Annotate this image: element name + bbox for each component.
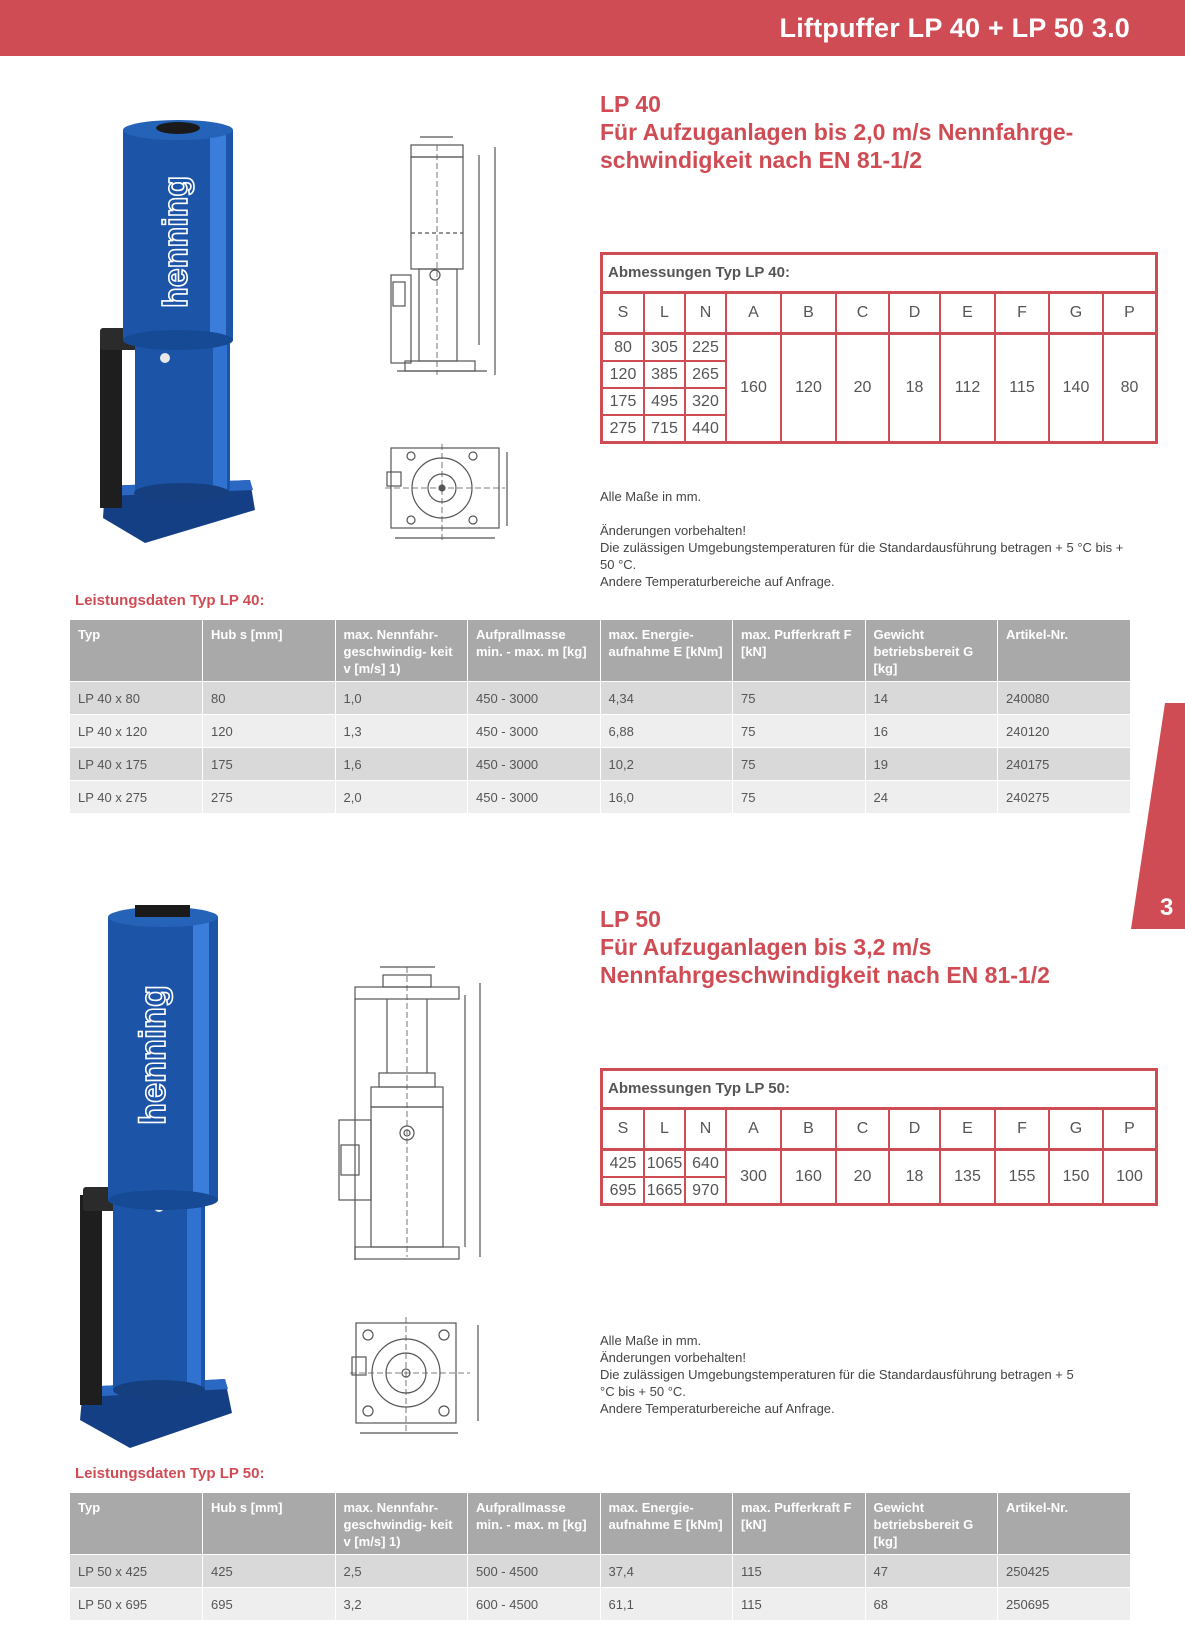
col-header: Aufprallmasse min. - max. m [kg]: [468, 620, 601, 682]
cell-article: 250425: [998, 1555, 1131, 1588]
lp40-dimensions-caption: Abmessungen Typ LP 40:: [603, 255, 1155, 294]
cell-article: 240080: [998, 682, 1131, 715]
cell-e: 135: [940, 1150, 995, 1204]
col-header: max. Energie- aufnahme E [kNm]: [600, 1493, 733, 1555]
lp40-dimensions-header-row: [603, 294, 1155, 334]
cell-article: 240175: [998, 748, 1131, 781]
note-other-temperatures: Andere Temperaturbereiche auf Anfrage.: [600, 574, 835, 589]
cell-energy: 10,2: [600, 748, 733, 781]
col-header: Hub s [mm]: [203, 1493, 336, 1555]
cell-n: 265: [685, 361, 726, 388]
cell-e: 112: [940, 334, 995, 442]
lp40-dimensions-table: [600, 252, 1158, 444]
col-header: Artikel-Nr.: [998, 620, 1131, 682]
cell-speed: 2,0: [335, 781, 468, 814]
lp40-notes: [600, 488, 1140, 590]
cell-weight: 14: [865, 682, 998, 715]
table-header-row: [70, 1493, 1130, 1555]
lp50-dimensions-header-row: [603, 1110, 1155, 1150]
col-header: A: [726, 1110, 781, 1150]
col-header: N: [685, 1110, 726, 1150]
cell-speed: 3,2: [335, 1588, 468, 1621]
col-header: B: [781, 1110, 836, 1150]
note-temperature: Die zulässigen Umgebungstemperaturen für die Standardausführung betragen + 5 °C bis + 50 °C.: [600, 1367, 1074, 1399]
lp50-dimensions-table: [600, 1068, 1158, 1206]
table-row: [70, 715, 1130, 748]
col-header: max. Nennfahr- geschwindig- keit v [m/s] 1): [335, 620, 468, 682]
col-header: Artikel-Nr.: [998, 1493, 1131, 1555]
cell-hub: 275: [203, 781, 336, 814]
brand-label: henning: [157, 175, 195, 308]
cell-s: 425: [603, 1150, 644, 1178]
col-header: Typ: [70, 1493, 203, 1555]
lp50-title: [600, 905, 1050, 989]
cell-l: 385: [644, 361, 685, 388]
cell-l: 1665: [644, 1177, 685, 1203]
cell-d: 18: [889, 1150, 940, 1204]
table-row: [70, 682, 1130, 715]
table-row: [603, 1150, 1155, 1178]
cell-mass: 600 - 4500: [468, 1588, 601, 1621]
col-header: Typ: [70, 620, 203, 682]
col-header: D: [889, 294, 940, 334]
cell-speed: 1,0: [335, 682, 468, 715]
lp50-performance-table: [70, 1493, 1130, 1620]
cell-typ: LP 40 x 80: [70, 682, 203, 715]
cell-typ: LP 40 x 275: [70, 781, 203, 814]
cell-l: 495: [644, 388, 685, 415]
note-other-temperatures: Andere Temperaturbereiche auf Anfrage.: [600, 1401, 835, 1416]
cell-typ: LP 50 x 425: [70, 1555, 203, 1588]
lp50-top-drawing: [350, 1315, 490, 1440]
cell-s: 175: [603, 388, 644, 415]
cell-n: 640: [685, 1150, 726, 1178]
cell-mass: 450 - 3000: [468, 781, 601, 814]
lp40-title: [600, 90, 1073, 174]
cell-a: 160: [726, 334, 781, 442]
cell-weight: 68: [865, 1588, 998, 1621]
cell-energy: 6,88: [600, 715, 733, 748]
lp50-dimensions-caption: Abmessungen Typ LP 50:: [603, 1071, 1155, 1110]
cell-weight: 19: [865, 748, 998, 781]
col-header: F: [995, 1110, 1049, 1150]
cell-n: 225: [685, 334, 726, 362]
table-row: [70, 781, 1130, 814]
table-row: [603, 334, 1155, 362]
chapter-tab: [1131, 703, 1185, 929]
lp50-notes: [600, 1332, 1090, 1417]
table-header-row: [70, 620, 1130, 682]
cell-g: 140: [1049, 334, 1103, 442]
lp50-performance-label: Leistungsdaten Typ LP 50:: [75, 1465, 265, 1482]
cell-mass: 500 - 4500: [468, 1555, 601, 1588]
lp40-title-line2: Für Aufzuganlagen bis 2,0 m/s Nennfahrge-: [600, 119, 1074, 145]
lp50-side-drawing: [335, 965, 500, 1260]
cell-force: 75: [733, 781, 866, 814]
brand-label: henning: [132, 985, 173, 1125]
cell-force: 115: [733, 1555, 866, 1588]
table-row: [70, 1555, 1130, 1588]
cell-n: 440: [685, 415, 726, 441]
table-row: [70, 1588, 1130, 1621]
cell-n: 320: [685, 388, 726, 415]
cell-article: 250695: [998, 1588, 1131, 1621]
col-header: L: [644, 1110, 685, 1150]
cell-force: 75: [733, 748, 866, 781]
note-changes: Änderungen vorbehalten!: [600, 523, 747, 538]
cell-force: 75: [733, 682, 866, 715]
cell-force: 75: [733, 715, 866, 748]
cell-mass: 450 - 3000: [468, 682, 601, 715]
lp40-side-drawing: [375, 135, 515, 395]
chapter-number: 3: [1160, 894, 1174, 921]
col-header: G: [1049, 1110, 1103, 1150]
cell-hub: 120: [203, 715, 336, 748]
col-header: E: [940, 294, 995, 334]
cell-mass: 450 - 3000: [468, 748, 601, 781]
cell-b: 160: [781, 1150, 836, 1204]
cell-f: 115: [995, 334, 1049, 442]
cell-weight: 16: [865, 715, 998, 748]
lp50-title-line1: LP 50: [600, 906, 661, 932]
lp40-title-line3: schwindigkeit nach EN 81-1/2: [600, 147, 923, 173]
col-header: N: [685, 294, 726, 334]
cell-s: 275: [603, 415, 644, 441]
cell-s: 695: [603, 1177, 644, 1203]
col-header: Gewicht betriebsbereit G [kg]: [865, 1493, 998, 1555]
col-header: max. Pufferkraft F [kN]: [733, 620, 866, 682]
col-header: L: [644, 294, 685, 334]
col-header: S: [603, 1110, 644, 1150]
col-header: max. Energie- aufnahme E [kNm]: [600, 620, 733, 682]
col-header: Aufprallmasse min. - max. m [kg]: [468, 1493, 601, 1555]
cell-typ: LP 50 x 695: [70, 1588, 203, 1621]
col-header: Gewicht betriebsbereit G [kg]: [865, 620, 998, 682]
cell-force: 115: [733, 1588, 866, 1621]
note-changes: Änderungen vorbehalten!: [600, 1350, 747, 1365]
col-header: P: [1103, 1110, 1155, 1150]
cell-weight: 24: [865, 781, 998, 814]
lp40-product-photo: [75, 118, 275, 548]
note-temperature: Die zulässigen Umgebungstemperaturen für die Standardausführung betragen + 5 °C bis + 50 °C.: [600, 540, 1124, 572]
cell-energy: 16,0: [600, 781, 733, 814]
cell-b: 120: [781, 334, 836, 442]
cell-g: 150: [1049, 1150, 1103, 1204]
cell-mass: 450 - 3000: [468, 715, 601, 748]
page-title: Liftpuffer LP 40 + LP 50 3.0: [779, 13, 1130, 43]
cell-p: 80: [1120, 379, 1139, 396]
cell-article: 240120: [998, 715, 1131, 748]
cell-speed: 1,6: [335, 748, 468, 781]
lp50-title-line3: Nennfahrgeschwindigkeit nach EN 81-1/2: [600, 962, 1050, 988]
note-units: Alle Maße in mm.: [600, 1333, 702, 1348]
cell-l: 715: [644, 415, 685, 441]
col-header: G: [1049, 294, 1103, 334]
cell-c: 20: [836, 334, 889, 442]
cell-d: 18: [889, 334, 940, 442]
cell-article: 240275: [998, 781, 1131, 814]
col-header: B: [781, 294, 836, 334]
lp40-title-line1: LP 40: [600, 91, 661, 117]
col-header: D: [889, 1110, 940, 1150]
cell-energy: 61,1: [600, 1588, 733, 1621]
lp40-top-drawing: [385, 442, 515, 547]
lp50-product-photo: [75, 905, 245, 1453]
cell-s: 80: [603, 334, 644, 362]
table-row: [70, 748, 1130, 781]
col-header: max. Nennfahr- geschwindig- keit v [m/s] 1): [335, 1493, 468, 1555]
cell-l: 1065: [644, 1150, 685, 1178]
cell-p: 100: [1116, 1168, 1143, 1185]
cell-l: 305: [644, 334, 685, 362]
cell-typ: LP 40 x 175: [70, 748, 203, 781]
lp40-performance-label: Leistungsdaten Typ LP 40:: [75, 592, 265, 609]
cell-f: 155: [995, 1150, 1049, 1204]
cell-energy: 37,4: [600, 1555, 733, 1588]
col-header: Hub s [mm]: [203, 620, 336, 682]
cell-c: 20: [836, 1150, 889, 1204]
cell-hub: 695: [203, 1588, 336, 1621]
col-header: P: [1103, 294, 1155, 334]
cell-n: 970: [685, 1177, 726, 1203]
cell-speed: 1,3: [335, 715, 468, 748]
lp50-title-line2: Für Aufzuganlagen bis 3,2 m/s: [600, 934, 932, 960]
cell-hub: 80: [203, 682, 336, 715]
note-units: Alle Maße in mm.: [600, 489, 702, 504]
cell-speed: 2,5: [335, 1555, 468, 1588]
lp40-performance-table: [70, 620, 1130, 813]
page-header: [0, 0, 1185, 56]
col-header: E: [940, 1110, 995, 1150]
cell-typ: LP 40 x 120: [70, 715, 203, 748]
col-header: A: [726, 294, 781, 334]
col-header: max. Pufferkraft F [kN]: [733, 1493, 866, 1555]
col-header: C: [836, 294, 889, 334]
cell-hub: 425: [203, 1555, 336, 1588]
cell-a: 300: [726, 1150, 781, 1204]
col-header: C: [836, 1110, 889, 1150]
cell-s: 120: [603, 361, 644, 388]
cell-hub: 175: [203, 748, 336, 781]
col-header: F: [995, 294, 1049, 334]
cell-energy: 4,34: [600, 682, 733, 715]
cell-weight: 47: [865, 1555, 998, 1588]
col-header: S: [603, 294, 644, 334]
